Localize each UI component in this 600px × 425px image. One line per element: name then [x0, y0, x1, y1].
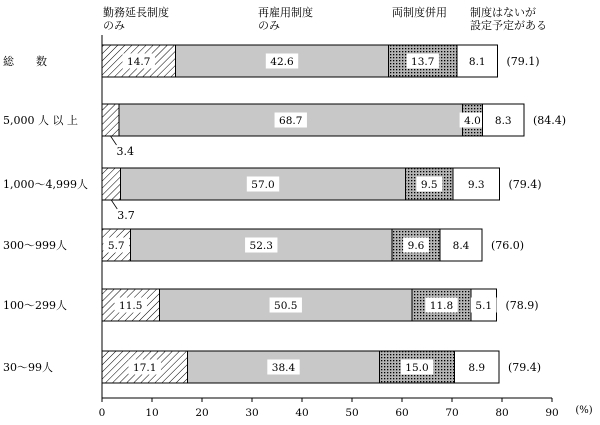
- callout-line: [111, 200, 117, 209]
- bar-row: [3, 229, 524, 261]
- legend-label-4: 制度はないが設定予定がある: [470, 6, 547, 32]
- value-label: 9.5: [420, 179, 438, 191]
- row-label: 100～299人: [3, 299, 67, 312]
- total-label: (79.4): [508, 361, 542, 374]
- x-tick-label: 20: [195, 407, 209, 419]
- value-label: 68.7: [279, 115, 303, 127]
- legend-label-3: 両制度併用: [392, 6, 447, 19]
- x-tick-label: 40: [295, 407, 309, 419]
- total-label: (79.1): [506, 55, 540, 68]
- value-label: 5.1: [475, 300, 493, 312]
- value-label: 13.7: [411, 56, 435, 68]
- value-label: 4.0: [464, 115, 481, 127]
- row-label: 1,000～4,999人: [3, 178, 88, 191]
- bar-rows: [3, 45, 566, 383]
- row-label: 30～99人: [3, 361, 53, 374]
- value-label: 8.3: [494, 115, 512, 127]
- row-label: 5,000 人 以 上: [3, 114, 78, 127]
- value-label: 14.7: [127, 56, 151, 68]
- value-label: 9.3: [467, 179, 485, 191]
- x-tick-label: 10: [145, 407, 159, 419]
- x-tick-label: 70: [445, 407, 459, 419]
- value-label-callout: 3.4: [116, 145, 134, 158]
- value-label: 8.4: [452, 240, 470, 252]
- value-label: 17.1: [133, 362, 157, 374]
- value-label: 57.0: [251, 179, 275, 191]
- total-label: (76.0): [491, 239, 525, 252]
- bar-row: [3, 289, 539, 321]
- total-label: (79.4): [508, 178, 542, 191]
- bar-row: [3, 104, 566, 158]
- row-label: 300～999人: [3, 239, 67, 252]
- row-label: 総 数: [3, 55, 47, 68]
- bar-row: [3, 168, 542, 222]
- value-label: 5.7: [107, 240, 125, 252]
- total-label: (84.4): [533, 114, 567, 127]
- value-label: 11.5: [119, 300, 143, 312]
- value-label: 9.6: [407, 240, 425, 252]
- bar-segment-1: [102, 168, 121, 200]
- value-label: 8.1: [468, 56, 486, 68]
- x-tick-label: 50: [345, 407, 359, 419]
- legend: [103, 5, 547, 32]
- value-label: 42.6: [270, 56, 294, 68]
- legend-label-2: 再雇用制度のみ: [258, 6, 313, 32]
- bar-row: [3, 351, 541, 383]
- value-label: 11.8: [429, 300, 454, 312]
- value-label: 50.5: [274, 300, 298, 312]
- total-label: (78.9): [505, 299, 539, 312]
- x-tick-label: 80: [495, 407, 509, 419]
- bar-segment-1: [102, 104, 119, 136]
- x-tick-label: 90: [545, 407, 559, 419]
- value-label: 8.9: [468, 362, 486, 374]
- x-tick-label: 0: [98, 407, 106, 419]
- x-tick-label: 60: [395, 407, 409, 419]
- callout-line: [111, 136, 117, 145]
- x-unit-label: (%): [575, 405, 593, 416]
- value-label: 15.0: [405, 362, 429, 374]
- value-label: 38.4: [271, 362, 296, 374]
- bar-row: [3, 45, 540, 77]
- value-label-callout: 3.7: [117, 209, 135, 222]
- value-label: 52.3: [249, 240, 273, 252]
- x-tick-label: 30: [245, 407, 259, 419]
- legend-label-1: 勤務延長制度のみ: [103, 6, 169, 32]
